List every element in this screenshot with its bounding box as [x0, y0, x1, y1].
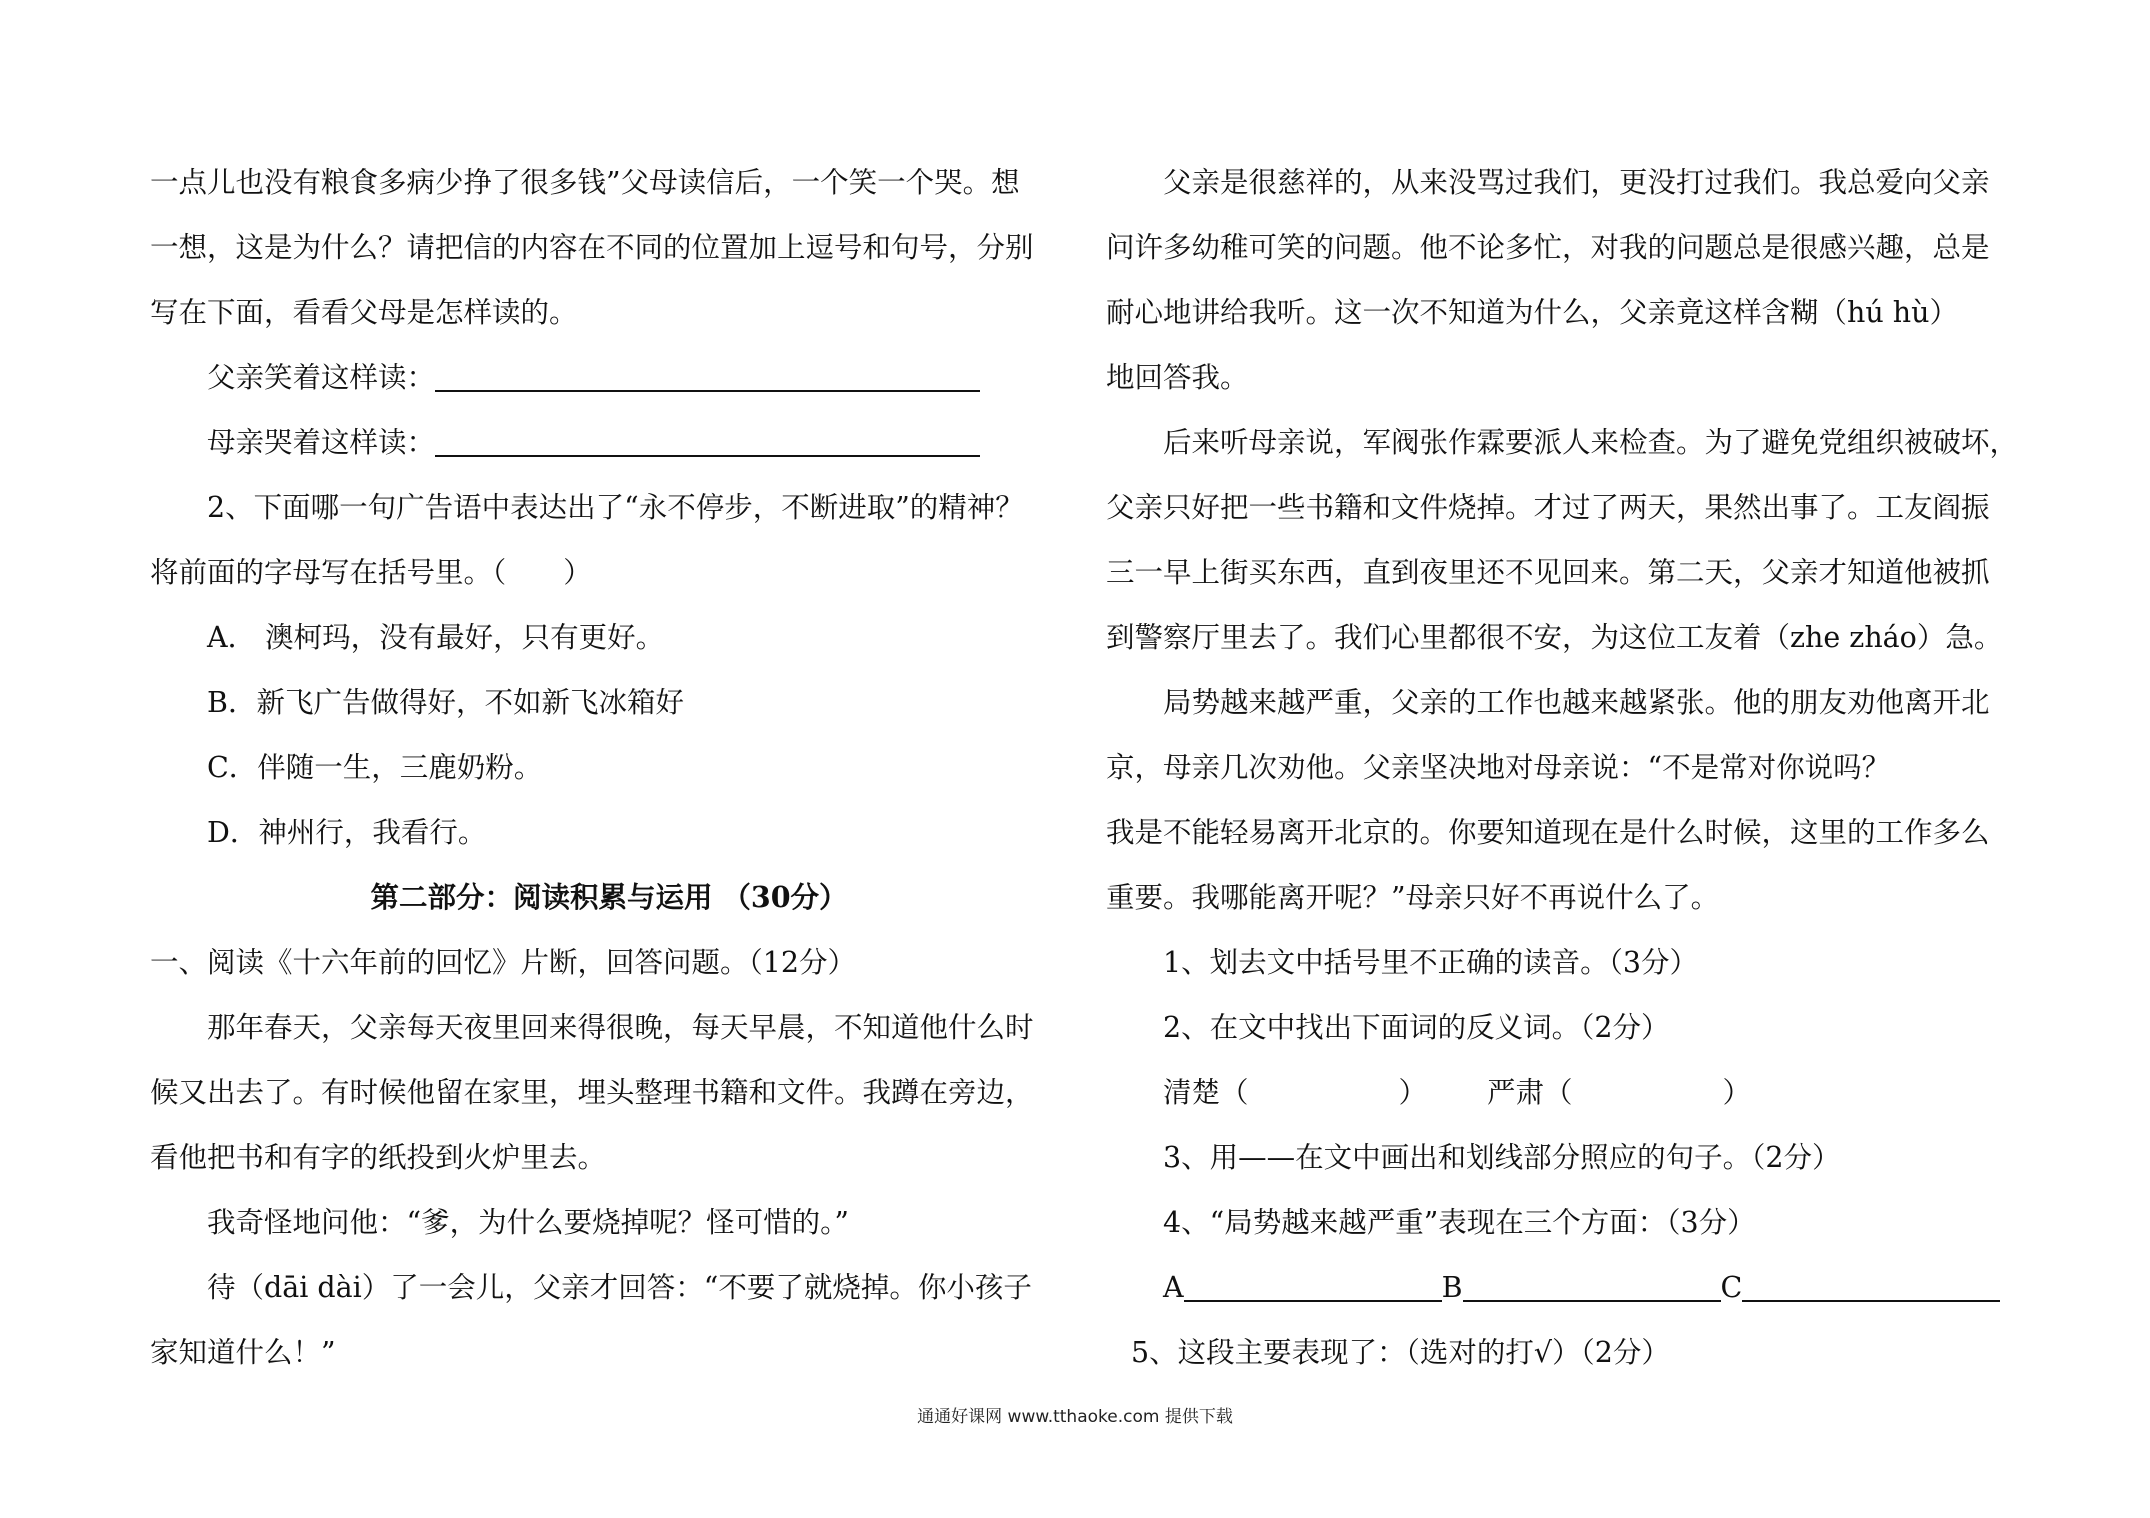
option-d: D．神州行，我看行。	[207, 816, 487, 849]
text-line: 我是不能轻易离开北京的。你要知道现在是什么时候，这里的工作多么	[1106, 816, 1990, 849]
answer-abc-row	[1106, 1255, 2024, 1320]
text-line: 到警察厅里去了。我们心里都很不安，为这位工友着（zhe zháo）急。	[1106, 621, 2003, 654]
option-c: C．伴随一生，三鹿奶粉。	[207, 751, 543, 784]
question-2: 2、在文中找出下面词的反义词。（2分）	[1163, 1011, 1670, 1044]
text-line: 局势越来越严重，父亲的工作也越来越紧张。他的朋友劝他离开北	[1163, 686, 1990, 719]
text-line: 父亲是很慈祥的，从来没骂过我们，更没打过我们。我总爱向父亲	[1163, 166, 1990, 199]
answer-c-blank[interactable]	[1742, 1278, 2000, 1302]
question-2-line1: 2、下面哪一句广告语中表达出了“永不停步，不断进取”的精神？	[207, 491, 1024, 524]
father-reading-row	[150, 345, 1068, 410]
answer-a-label: A	[1163, 1271, 1184, 1304]
text-line: 重要。我哪能离开呢？”母亲只好不再说什么了。	[1106, 881, 1720, 914]
option-b: B．新飞广告做得好，不如新飞冰箱好	[207, 686, 684, 719]
father-reading-label: 父亲笑着这样读：	[207, 361, 436, 394]
antonym-row	[1106, 1060, 2024, 1125]
text-line: 三一早上街买东西，直到夜里还不见回来。第二天，父亲才知道他被抓	[1106, 556, 1990, 589]
left-column	[150, 150, 1068, 1385]
mother-reading-label: 母亲哭着这样读：	[207, 426, 436, 459]
text-line: 耐心地讲给我听。这一次不知道为什么，父亲竟这样含糊（hú hù）	[1106, 296, 1958, 329]
answer-a-blank[interactable]	[1184, 1278, 1442, 1302]
antonym-word-2: 严肃（	[1487, 1076, 1573, 1109]
part2-heading: 第二部分：阅读积累与运用 （30分）	[370, 880, 848, 914]
text-line: 看他把书和有字的纸投到火炉里去。	[150, 1141, 607, 1174]
section1-title: 一、阅读《十六年前的回忆》片断，回答问题。（12分）	[150, 946, 857, 979]
text-line: 父亲只好把一些书籍和文件烧掉。才过了两天，果然出事了。工友阎振	[1106, 491, 1990, 524]
question-1: 1、划去文中括号里不正确的读音。（3分）	[1163, 946, 1699, 979]
antonym-word-1: 清楚（	[1163, 1076, 1249, 1109]
text-line: 那年春天，父亲每天夜里回来得很晚，每天早晨，不知道他什么时	[207, 1011, 1034, 1044]
footer-credit: 通通好课网 www.tthaoke.com 提供下载	[917, 1407, 1233, 1427]
mother-reading-blank[interactable]	[435, 433, 980, 457]
text-line: 我奇怪地问他：“爹，为什么要烧掉呢？怪可惜的。”	[207, 1206, 849, 1239]
text-line: 一想，这是为什么？请把信的内容在不同的位置加上逗号和句号，分别	[150, 231, 1034, 264]
antonym-close-2: ）	[1722, 1076, 1752, 1109]
antonym-close-1: ）	[1398, 1076, 1428, 1109]
text-line: 家知道什么！”	[150, 1336, 336, 1369]
question-4: 4、“局势越来越严重”表现在三个方面：（3分）	[1163, 1206, 1756, 1239]
text-line: 写在下面，看看父母是怎样读的。	[150, 296, 578, 329]
answer-b-label: B	[1441, 1271, 1463, 1304]
text-line: 待（dāi dài）了一会儿，父亲才回答：“不要了就烧掉。你小孩子	[207, 1271, 1032, 1304]
right-column	[1106, 150, 2024, 1385]
option-a: A． 澳柯玛，没有最好，只有更好。	[207, 621, 665, 654]
text-line: 问许多幼稚可笑的问题。他不论多忙，对我的问题总是很感兴趣，总是	[1106, 231, 1990, 264]
mother-reading-row	[150, 410, 1068, 475]
text-line: 地回答我。	[1106, 361, 1249, 394]
question-5: 5、这段主要表现了：（选对的打√）（2分）	[1131, 1336, 1670, 1369]
question-2-line2: 将前面的字母写在括号里。（ ）	[150, 556, 592, 589]
answer-b-blank[interactable]	[1463, 1278, 1721, 1302]
text-line: 一点儿也没有粮食多病少挣了很多钱”父母读信后，一个笑一个哭。想	[150, 166, 1020, 199]
text-line: 后来听母亲说，军阀张作霖要派人来检查。为了避免党组织被破坏，	[1163, 426, 2019, 459]
text-line: 京，母亲几次劝他。父亲坚决地对母亲说：“不是常对你说吗？	[1106, 751, 1891, 784]
father-reading-blank[interactable]	[435, 368, 980, 392]
question-3: 3、用——在文中画出和划线部分照应的句子。（2分）	[1163, 1141, 1841, 1174]
text-line: 候又出去了。有时候他留在家里，埋头整理书籍和文件。我蹲在旁边，	[150, 1076, 1034, 1109]
answer-c-label: C	[1720, 1271, 1743, 1304]
